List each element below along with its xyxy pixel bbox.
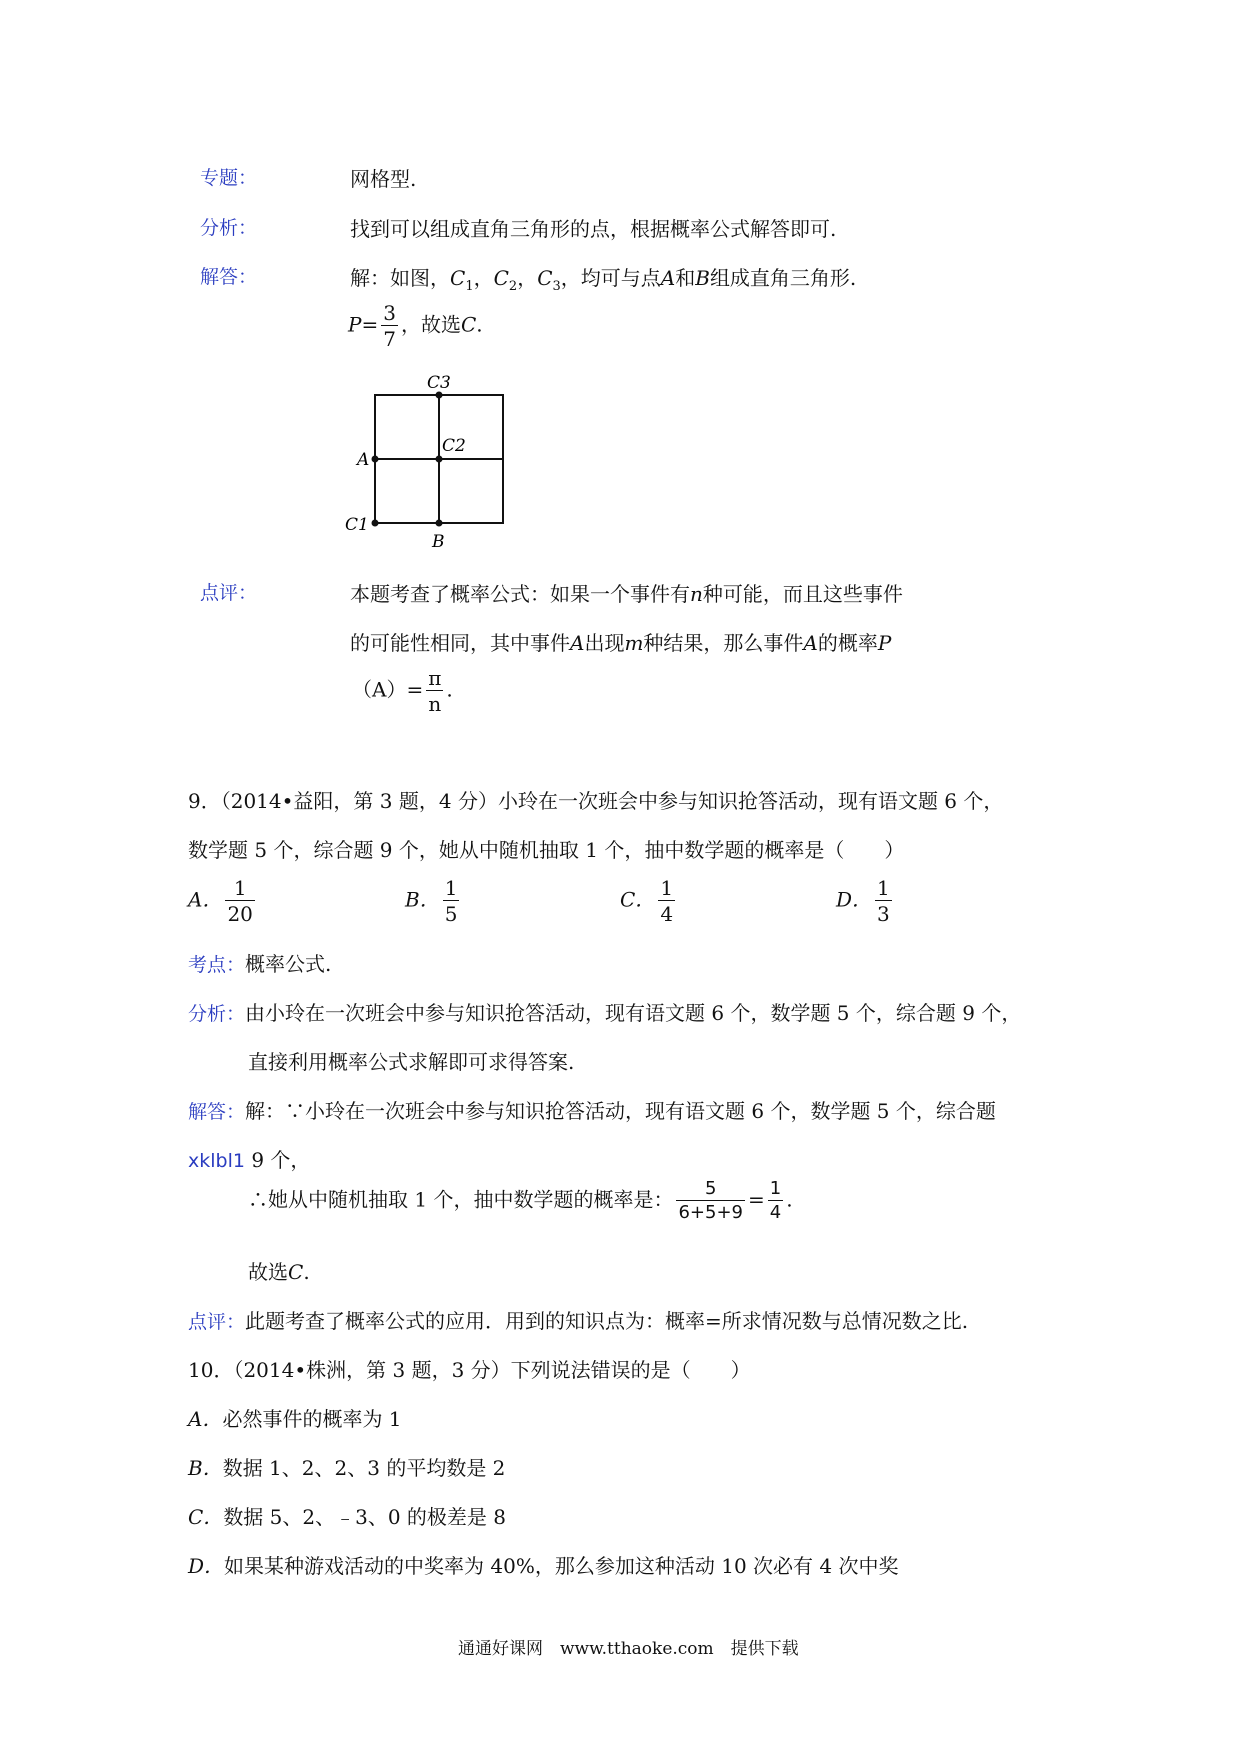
q9-comment: 点评：此题考查了概率公式的应用．用到的知识点为：概率=所求情况数与总情况数之比. <box>188 1309 969 1333</box>
label-c3: C3 <box>427 373 451 393</box>
solution-label: 解答： <box>200 266 258 288</box>
q9-line2: 数学题 5 个，综合题 9 个，她从中随机抽取 1 个，抽中数学题的概率是（ ） <box>188 838 905 862</box>
q10-option-a: A．必然事件的概率为 1 <box>188 1407 402 1431</box>
topic-label: 专题： <box>200 167 258 189</box>
comment-line3: （A）= $\frac{\pi}{n}$ . <box>352 666 453 716</box>
grid-figure <box>345 370 515 555</box>
point-a <box>372 456 379 463</box>
q9-option-a: A． $\frac{1}{20}$ <box>188 876 253 926</box>
comment-line1: 本题考查了概率公式：如果一个事件有n种可能，而且这些事件 <box>350 582 903 606</box>
label-a: A <box>357 450 370 470</box>
page-footer: 通通好课网 www.tthaoke.com 提供下载 <box>458 1639 799 1659</box>
q9-solution: 解答：解：∵小玲在一次班会中参与知识抢答活动，现有语文题 6 个，数学题 5 个，综合题 <box>188 1099 996 1123</box>
q9-solution-line3: ∴她从中随机抽取 1 个，抽中数学题的概率是： $\frac{5}{6+5+9}$ = $\frac{1}{4}$ . <box>248 1178 793 1223</box>
q9-analysis-line2: 直接利用概率公式求解即可求得答案. <box>248 1050 575 1074</box>
q9-option-b: B． $\frac{1}{5}$ <box>405 876 458 926</box>
q9-solution-line2: xklbl1 9 个， <box>188 1148 311 1172</box>
q9-kaodian: 考点：概率公式. <box>188 952 332 976</box>
q10-option-d: D．如果某种游戏活动的中奖率为 40%，那么参加这种活动 10 次必有 4 次中奖 <box>188 1554 899 1578</box>
point-b <box>436 520 443 527</box>
q9-option-c: C． $\frac{1}{4}$ <box>620 876 674 926</box>
q10-option-b: B．数据 1、2、2、3 的平均数是 2 <box>188 1456 506 1480</box>
comment-line2: 的可能性相同，其中事件A出现m种结果，那么事件A的概率P <box>350 631 892 655</box>
label-b: B <box>432 532 445 552</box>
q9-analysis: 分析：由小玲在一次班会中参与知识抢答活动，现有语文题 6 个，数学题 5 个，综合题 9 个， <box>188 1001 1022 1025</box>
analysis-text: 找到可以组成直角三角形的点，根据概率公式解答即可. <box>350 217 837 241</box>
fraction-pi-n: $\frac{\pi}{n}$ <box>428 666 442 716</box>
solution-line1: 解：如图，$C_1$，$C_2$，$C_3$，均可与点A和B组成直角三角形. <box>350 266 857 294</box>
watermark-text: xklbl1 <box>188 1150 245 1172</box>
label-c2: C2 <box>442 436 466 456</box>
q10-line1: 10．（2014•株洲，第 3 题，3 分）下列说法错误的是（ ） <box>188 1358 751 1382</box>
label-c1: C1 <box>345 515 369 535</box>
point-c1 <box>372 520 379 527</box>
point-c2 <box>436 456 443 463</box>
q9-option-d: D． $\frac{1}{3}$ <box>836 876 890 926</box>
q10-option-c: C．数据 5、2、﹣3、0 的极差是 8 <box>188 1505 507 1529</box>
q9-line1: 9．（2014•益阳，第 3 题，4 分）小玲在一次班会中参与知识抢答活动，现有语文题 6 个， <box>188 789 1004 813</box>
topic-text: 网格型. <box>350 167 417 191</box>
fraction-3-7: $\frac{3}{7}$ <box>383 301 396 351</box>
solution-line2: P= $\frac{3}{7}$ ，故选C. <box>348 301 483 351</box>
analysis-label: 分析： <box>200 217 258 239</box>
q9-solution-line4: 故选C. <box>248 1260 310 1284</box>
comment-label: 点评： <box>200 582 258 604</box>
